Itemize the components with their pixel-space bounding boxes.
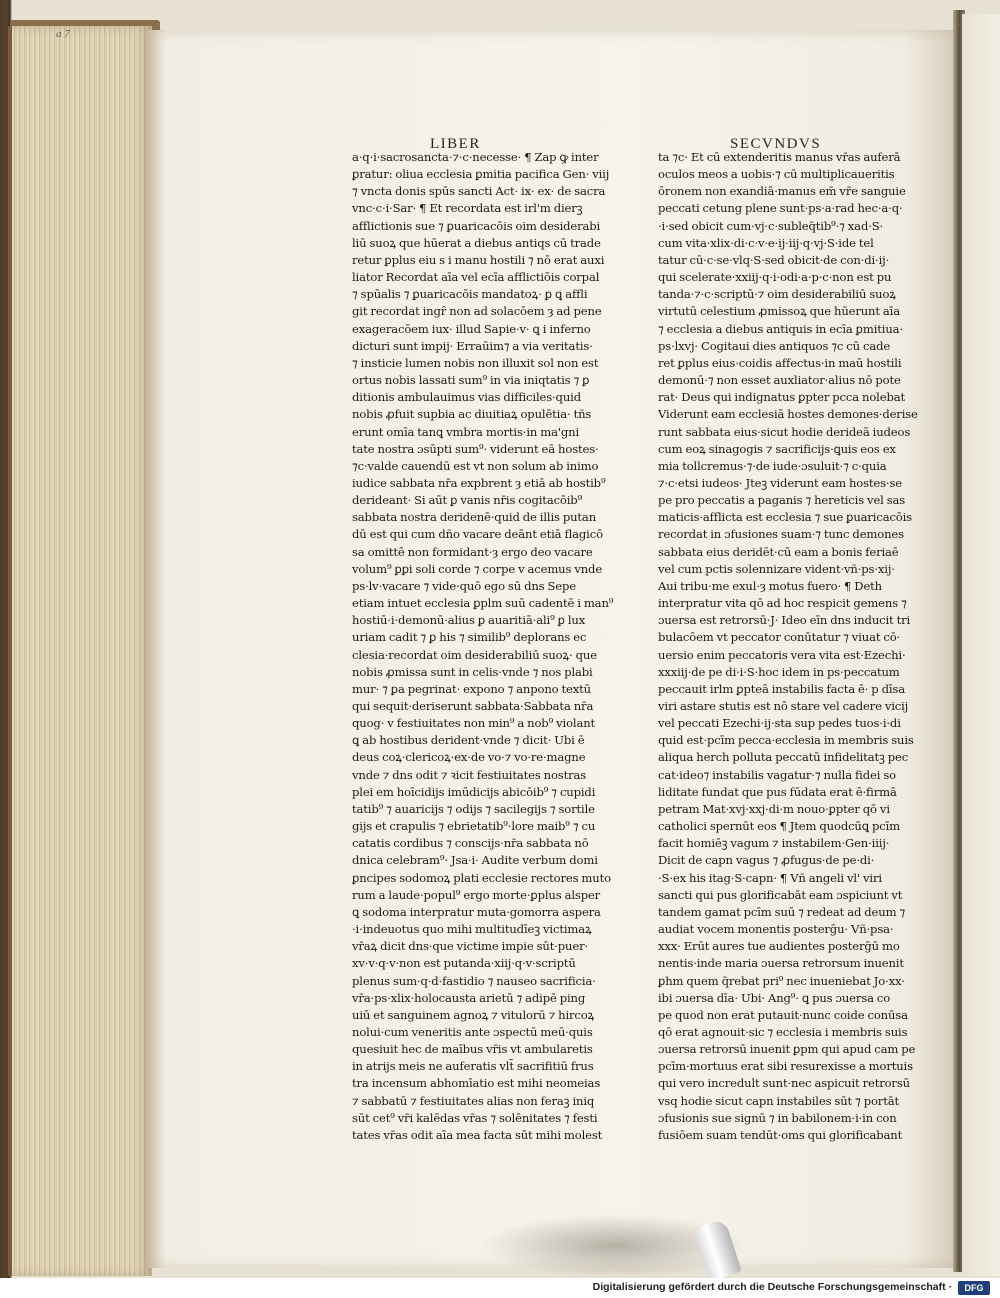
text-line: tandem gamat pcīm suū ⁊ redeat ad deum ⁊: [658, 904, 906, 919]
text-line: runt sabbata eius·sicut hodie derideā iudeos: [658, 424, 911, 439]
text-line: pe quod non erat putauit·nunc coide conūsa: [658, 1007, 908, 1022]
dfg-logo: DFG: [958, 1281, 990, 1295]
text-line: virtutū celestium ꝓmissoꝝ que hūerunt aīa: [658, 304, 901, 319]
text-line: catatis cordibus ⁊ conscijs·nr̄a sabbata nō: [352, 836, 589, 851]
text-line: xv·v·q·v·non est putanda·xiij·q·v·scriptū: [352, 956, 576, 971]
text-line: tate nostra ɔsūpti sum⁹· viderunt eā hostes·: [352, 441, 599, 456]
text-line: ɔfusionis sue signū ⁊ in babilonem·i·in con: [658, 1110, 897, 1125]
text-line: ⁊ ecclesia a diebus antiquis in ecīa ꝑmitiua·: [658, 321, 903, 336]
text-line: a·q·i·sacrosancta·⁊·c·necesse· ¶ Zap ꝙ inter: [352, 150, 599, 164]
text-line: deus coꝝ·clericoꝝ·ex·de vo·⁊ vo·re·magne: [352, 750, 586, 765]
text-line: interpratur vita qō ad hoc respicit gemens ⁊: [658, 596, 907, 611]
text-line: tra incensum abhomīatio est mihi neomeias: [352, 1076, 601, 1091]
text-line: ɔuersa est retrorsū·J· Ideo eīn dns inducit tri: [658, 613, 911, 628]
text-line: qui sequit·deriserunt sabbata·Sabbata nr̄a: [352, 699, 594, 713]
text-line: ps·lv·vacare ⁊ vide·quō ego sū dns Sepe: [352, 578, 576, 593]
text-line: volum⁹ ꝑꝑi soli corde ⁊ corpe v acemus vnde: [352, 561, 603, 576]
text-line: catholici spernūt eos ¶ Jtem quodcūꝗ pcīm: [658, 819, 901, 834]
text-line: sabbata nostra deridenē·quid de illis putan: [352, 510, 597, 525]
text-line: ꝗ sodoma interpratur muta·gomorra aspera: [352, 904, 601, 919]
text-line: sancti qui pus glorificabāt eam ɔspiciunt vt: [658, 887, 903, 902]
text-line: ret ꝑplus eius·coidis affectus·in maū hostili: [658, 355, 902, 370]
text-line: Viderunt eam ecclesiā hostes demones·derise: [658, 407, 918, 422]
text-line: demonū·⁊ non esset auxliator·alius nō pote: [658, 373, 901, 388]
text-line: ·S·ex his itag·S·capn· ¶ Vñ angeli vl' viri: [658, 870, 882, 885]
text-line: ꝑhm quem q̄rebat pri⁹ nec inueniebat Jo·xx·: [658, 973, 905, 988]
text-line: ta ⁊c· Et cū extenderitis manus vr̄as auferā: [658, 150, 901, 164]
text-line: ⁊ insticie lumen nobis non illuxit sol non est: [352, 355, 599, 370]
text-line: ps·lxvj· Cogitaui dies antiquos ⁊c cū cade: [658, 338, 891, 353]
running-head-right: SECVNDVS: [730, 136, 822, 152]
text-line: uiū et sanguinem agnoꝝ ⁊ vitulorū ⁊ hircoꝝ: [352, 1007, 595, 1022]
text-line: ꝑratur: oliua ecclesia ꝑmitia pacifica Gen· viij: [352, 167, 610, 182]
text-line: quid est·pcīm pecca·ecclesia in membris suis: [658, 733, 914, 748]
text-line: iudice sabbata nr̄a expbrent ȝ etiā ab hostib⁹: [352, 475, 606, 490]
text-line: ⁊ sabbatū ⁊ festiuitates alias non feraꝫ iniq: [352, 1093, 595, 1108]
text-line: pcīm·mortuus erat sibi resurexisse a mortuis: [658, 1059, 913, 1074]
text-line: mia tollcremus·⁊·de iude·ɔsuluit·⁊ c·quia: [658, 458, 887, 473]
text-line: sa omittē non formidant·ȝ ergo deo vacare: [352, 544, 593, 559]
text-line: Dicit de capn vagus ⁊ ꝓfugus·de pe·di·: [658, 853, 875, 868]
text-line: liū suoꝝ que hūerat a diebus antiqs cū trade: [352, 235, 601, 250]
text-line: aliqua herch polluta peccatū infidelitatꝫ pec: [658, 750, 909, 765]
text-line: sūt cet⁹ vr̄i kalēdas vr̄as ⁊ solēnitates ⁊ festi: [352, 1110, 598, 1125]
text-line: retur ꝑplus eiu s i manu hostili ⁊ nō erat auxi: [352, 252, 605, 267]
text-line: vr̄a·ps·xlix·holocausta arietū ⁊ adipē ping: [352, 990, 586, 1005]
text-line: vnde ⁊ dns odit ⁊ ꝛicit festiuitates nostras: [352, 767, 587, 782]
text-line: vsq hodie sicut capn instabiles sūt ⁊ portāt: [658, 1093, 899, 1108]
text-line: derideant· Si aūt ꝑ vanis nr̄is cogitacōib⁹: [352, 493, 583, 508]
text-line: uriam cadit ⁊ ꝑ his ⁊ similib⁹ deplorans ec: [352, 630, 587, 645]
text-line: Aui tribu·me exul·ȝ motus fuero· ¶ Deth: [658, 578, 882, 593]
text-line: ⁊c·valde cauendū est vt non solum ab inimo: [352, 458, 599, 473]
text-line: qui vero incredult sunt·nec aspicuit retrorsū: [658, 1076, 910, 1091]
text-line: vnc·c·i·Sar· ¶ Et recordata est irl'm dierꝫ: [352, 201, 583, 216]
text-line: ·i·sed obicit cum·vj·c·subleq̄tib⁹·⁊ xad·S·: [658, 218, 884, 233]
text-line: plenus sum·q·d·fastidio ⁊ nauseo sacrificia·: [352, 973, 596, 988]
text-column-right: [658, 149, 920, 1144]
text-line: liditate fundat que pus fūdata erat ē·firmā: [658, 784, 897, 799]
text-line: dnica celebram⁹· Jsa·i· Audite verbum domi: [352, 853, 598, 868]
text-line: hostiū·i·demonū·alius ꝑ auaritiā·ali⁹ ꝑ lux: [352, 613, 586, 628]
text-line: exageracōem iux· illud Sapie·v· ꝗ i inferno: [352, 321, 591, 336]
text-line: vr̄aꝝ dicit dns·que victime impie sūt·puer·: [352, 939, 588, 954]
text-line: nobis ꝓmissa sunt in celis·vnde ⁊ nos plabi: [352, 664, 593, 679]
text-line: liator Recordat aīa vel ecīa afflictiōis corpal: [352, 270, 600, 285]
text-line: nolui·cum veneritis ante ɔspectū meū·quis: [352, 1024, 593, 1039]
text-line: cum vita·xlix·di·c·v·e·ij·iij·q·vj·S·ide tel: [658, 235, 874, 250]
text-line: oculos meos a uobis·⁊ cū multiplicaueritis: [658, 167, 895, 182]
text-line: dicturi sunt impij· Erraūim⁊ a via veritatis·: [352, 338, 593, 353]
text-line: ꝑncipes sodomoꝝ plati ecclesie rectores muto: [352, 870, 611, 885]
text-line: clesia·recordat oim desiderabiliū suoꝝ· que: [352, 647, 597, 662]
text-column-left: [352, 149, 614, 1144]
text-line: ⁊ spūalis ⁊ ꝑuaricacōis mandatoꝝ· ꝑ ꝗ affli: [352, 287, 588, 302]
text-line: tatur cū·c·se·vlq·S·sed obicit·de con·di·ij·: [658, 252, 890, 267]
text-line: bulacōem vt peccator conūtatur ⁊ viuat cō·: [658, 630, 901, 645]
text-line: nentis·inde maria ɔuersa retrorsum inuenit: [658, 956, 904, 971]
text-line: ·i·indeuotus quo mihi multitudīeꝫ victimaꝝ: [352, 922, 592, 937]
text-line: xxxiij·de pe di·i·S·hoc idem in ps·peccatum: [658, 664, 900, 679]
text-line: facit homiēꝫ vagum ⁊ instabilem·Gen·iiij·: [658, 836, 890, 851]
text-line: pe pro peccatis a paganis ⁊ hereticis vel sas: [658, 493, 906, 508]
text-line: ⁊ vncta donis spūs sancti Act· ix· ex· de sacra: [352, 184, 606, 199]
funding-credit: Digitalisierung gefördert durch die Deutsche Forschungsgemeinschaft ·: [592, 1281, 952, 1293]
text-line: quesiuit hec de maībus vr̄is vt ambularetis: [352, 1042, 593, 1057]
text-line: afflictionis sue ⁊ ꝑuaricacōis oim desiderabi: [352, 218, 601, 233]
text-line: plei em hoīcidijs imūdicijs abicōib⁹ ⁊ cupidi: [352, 784, 596, 799]
text-line: cat·ideo⁊ instabilis vagatur·⁊ nulla fidei so: [658, 767, 896, 782]
text-line: ꝗ ab hostibus derident·vnde ⁊ dicit· Ubi ē: [352, 733, 585, 748]
text-line: petram Mat·xvj·xxj·di·m nouo·ꝑpter qō vi: [658, 801, 890, 816]
text-line: in atrijs meis ne auferatis vlt̄ sacrifitiū frus: [352, 1059, 594, 1074]
text-line: peccati cetung plene sunt·ps·a·rad hec·a·q·: [658, 201, 903, 216]
text-line: audiat vocem monentis posterḡu· Vñ·psa·: [658, 922, 894, 937]
text-line: tanda·⁊·c·scriptū·⁊ oim desiderabiliū suoꝝ: [658, 287, 896, 302]
text-line: mur· ⁊ ꝑa pegrinat· expono ⁊ anpono textū: [352, 681, 591, 696]
text-line: ⁊·c·etsi iudeos· Jteꝫ viderunt eam hostes·se: [658, 475, 902, 490]
running-head-left: LIBER: [430, 136, 481, 152]
text-line: qō erat agnouit·sic ⁊ ecclesia i membris suis: [658, 1024, 908, 1039]
text-line: uersio enim peccatoris vera vita est·Ezechi·: [658, 647, 906, 662]
shelf-mark: a 7: [56, 28, 70, 40]
text-line: fusiōem suam tendūt·oms qui glorificabant: [658, 1127, 903, 1142]
text-line: xxx· Erūt aures tue audientes posterḡū mo: [658, 939, 900, 954]
facing-page-edge: [962, 14, 1000, 1276]
text-line: nobis ꝓfuit supbia ac diuitiaꝝ opulētia· tñs: [352, 407, 592, 422]
text-line: erunt omīa tanꝗ vmbra mortis·in ma'gni: [352, 424, 580, 439]
text-line: maticis·afflicta est ecclesia ⁊ sue ꝑuaricacōis: [658, 510, 912, 525]
text-line: recordat in ɔfusiones suam·⁊ tunc demones: [658, 527, 904, 542]
text-line: ōronem non exandiā·manus em̄ vr̄e sanguie: [658, 184, 906, 199]
text-line: ditionis ambulauimus vias difficiles·quid: [352, 390, 581, 405]
text-line: tates vr̄as odit aīa mea facta sūt mihi molest: [352, 1127, 603, 1142]
text-line: qui scelerate·xxiij·q·i·odi·a·p·c·non est pu: [658, 270, 892, 285]
text-line: ortus nobis lassati sum⁹ in via iniqtatis ⁊ ꝑ: [352, 373, 590, 388]
text-line: dū est qui cum dño vacare deānt etiā flagicō: [352, 527, 603, 542]
text-line: vel peccati Ezechi·ij·sta sup pedes tuos·i·di: [658, 716, 901, 731]
text-line: rum a laude·popul⁹ ergo morte·ꝑplus alsper: [352, 887, 601, 902]
book-fore-edge: [8, 26, 152, 1276]
text-line: quog· v festiuitates non min⁹ a nob⁹ violant: [352, 716, 596, 731]
text-line: viri astare stutis est nō stare vel cadere vicij: [658, 699, 909, 713]
text-line: etiam intuet ecclesia ꝑplm suū cadentē i man⁹: [352, 596, 614, 611]
text-line: ɔuersa retrorsū inuenit ꝑpm qui apud cam pe: [658, 1042, 916, 1057]
text-line: vel cum pctis solennizare vident·vñ·ps·xij·: [658, 561, 895, 576]
text-line: git recordat ingȓ non ad solacōem ȝ ad pene: [352, 304, 602, 319]
text-line: sabbata eius deridēt·cū eam a bonis feriaē: [658, 544, 899, 559]
text-line: ibi ɔuersa dīa· Ubi· Ang⁹· ꝗ pus ɔuersa co: [658, 990, 891, 1005]
text-line: peccauit irlm ꝑpteā instabilis facta ē· p dīsa: [658, 681, 905, 696]
text-line: cum eoꝝ sinagogis ⁊ sacrificijs·ꝗuis eos ex: [658, 441, 896, 456]
text-line: rat· Deus qui indignatus ꝑpter pcca nolebat: [658, 390, 905, 405]
text-line: tatib⁹ ⁊ auaricijs ⁊ odijs ⁊ sacilegijs ⁊ sortile: [352, 801, 595, 816]
text-line: gijs et crapulis ⁊ ebrietatib⁹·lore maib⁹ ⁊ cu: [352, 819, 596, 834]
